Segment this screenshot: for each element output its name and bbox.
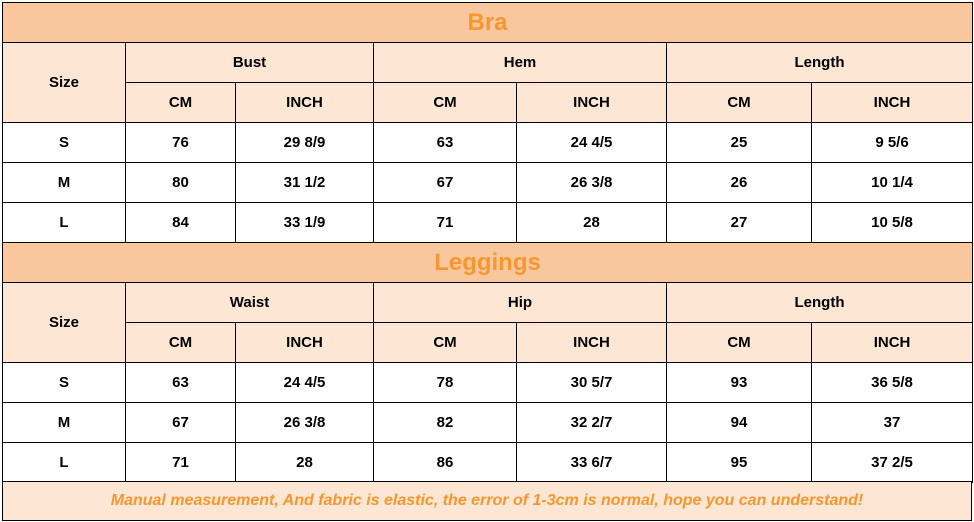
unit-header: INCH [517,83,667,123]
bra-size-table [2,2,973,243]
table-cell: 29 8/9 [236,123,374,163]
unit-header: INCH [236,83,374,123]
table-row [3,163,973,203]
table-cell: 37 2/5 [812,443,973,483]
table-cell: 27 [667,203,812,243]
bra-title: Bra [3,3,973,43]
size-cell: M [3,163,126,203]
table-cell: 80 [126,163,236,203]
leggings-title: Leggings [3,243,973,283]
table-cell: 31 1/2 [236,163,374,203]
table-cell: 71 [374,203,517,243]
unit-header: CM [126,323,236,363]
table-cell: 26 3/8 [517,163,667,203]
unit-header: INCH [517,323,667,363]
unit-header: INCH [236,323,374,363]
bust-header: Bust [126,43,374,83]
table-cell: 24 4/5 [236,363,374,403]
unit-header: CM [374,83,517,123]
unit-header: CM [126,83,236,123]
length-header: Length [667,283,973,323]
table-cell: 28 [236,443,374,483]
waist-header: Waist [126,283,374,323]
table-cell: 71 [126,443,236,483]
table-cell: 94 [667,403,812,443]
table-cell: 86 [374,443,517,483]
table-row [3,203,973,243]
size-cell: S [3,363,126,403]
leggings-size-table [2,242,973,483]
table-cell: 9 5/6 [812,123,973,163]
table-cell: 32 2/7 [517,403,667,443]
table-cell: 30 5/7 [517,363,667,403]
table-row [3,363,973,403]
table-cell: 67 [374,163,517,203]
table-cell: 26 [667,163,812,203]
unit-header: INCH [812,83,973,123]
table-cell: 95 [667,443,812,483]
table-cell: 63 [374,123,517,163]
table-cell: 84 [126,203,236,243]
size-cell: L [3,443,126,483]
unit-header: INCH [812,323,973,363]
table-row [3,123,973,163]
table-cell: 10 1/4 [812,163,973,203]
table-cell: 25 [667,123,812,163]
table-cell: 10 5/8 [812,203,973,243]
length-header: Length [667,43,973,83]
table-row [3,403,973,443]
size-cell: L [3,203,126,243]
table-cell: 24 4/5 [517,123,667,163]
unit-header: CM [667,83,812,123]
table-cell: 37 [812,403,973,443]
table-cell: 33 1/9 [236,203,374,243]
table-cell: 63 [126,363,236,403]
table-row [3,443,973,483]
size-cell: S [3,123,126,163]
table-cell: 82 [374,403,517,443]
hip-header: Hip [374,283,667,323]
unit-header: CM [374,323,517,363]
table-cell: 93 [667,363,812,403]
size-cell: M [3,403,126,443]
table-cell: 67 [126,403,236,443]
table-cell: 28 [517,203,667,243]
table-cell: 26 3/8 [236,403,374,443]
measurement-note: Manual measurement, And fabric is elastic, the error of 1-3cm is normal, hope you can understand! [2,481,972,521]
size-header: Size [3,283,126,363]
table-cell: 78 [374,363,517,403]
unit-header: CM [667,323,812,363]
table-cell: 33 6/7 [517,443,667,483]
hem-header: Hem [374,43,667,83]
size-header: Size [3,43,126,123]
table-cell: 36 5/8 [812,363,973,403]
table-cell: 76 [126,123,236,163]
